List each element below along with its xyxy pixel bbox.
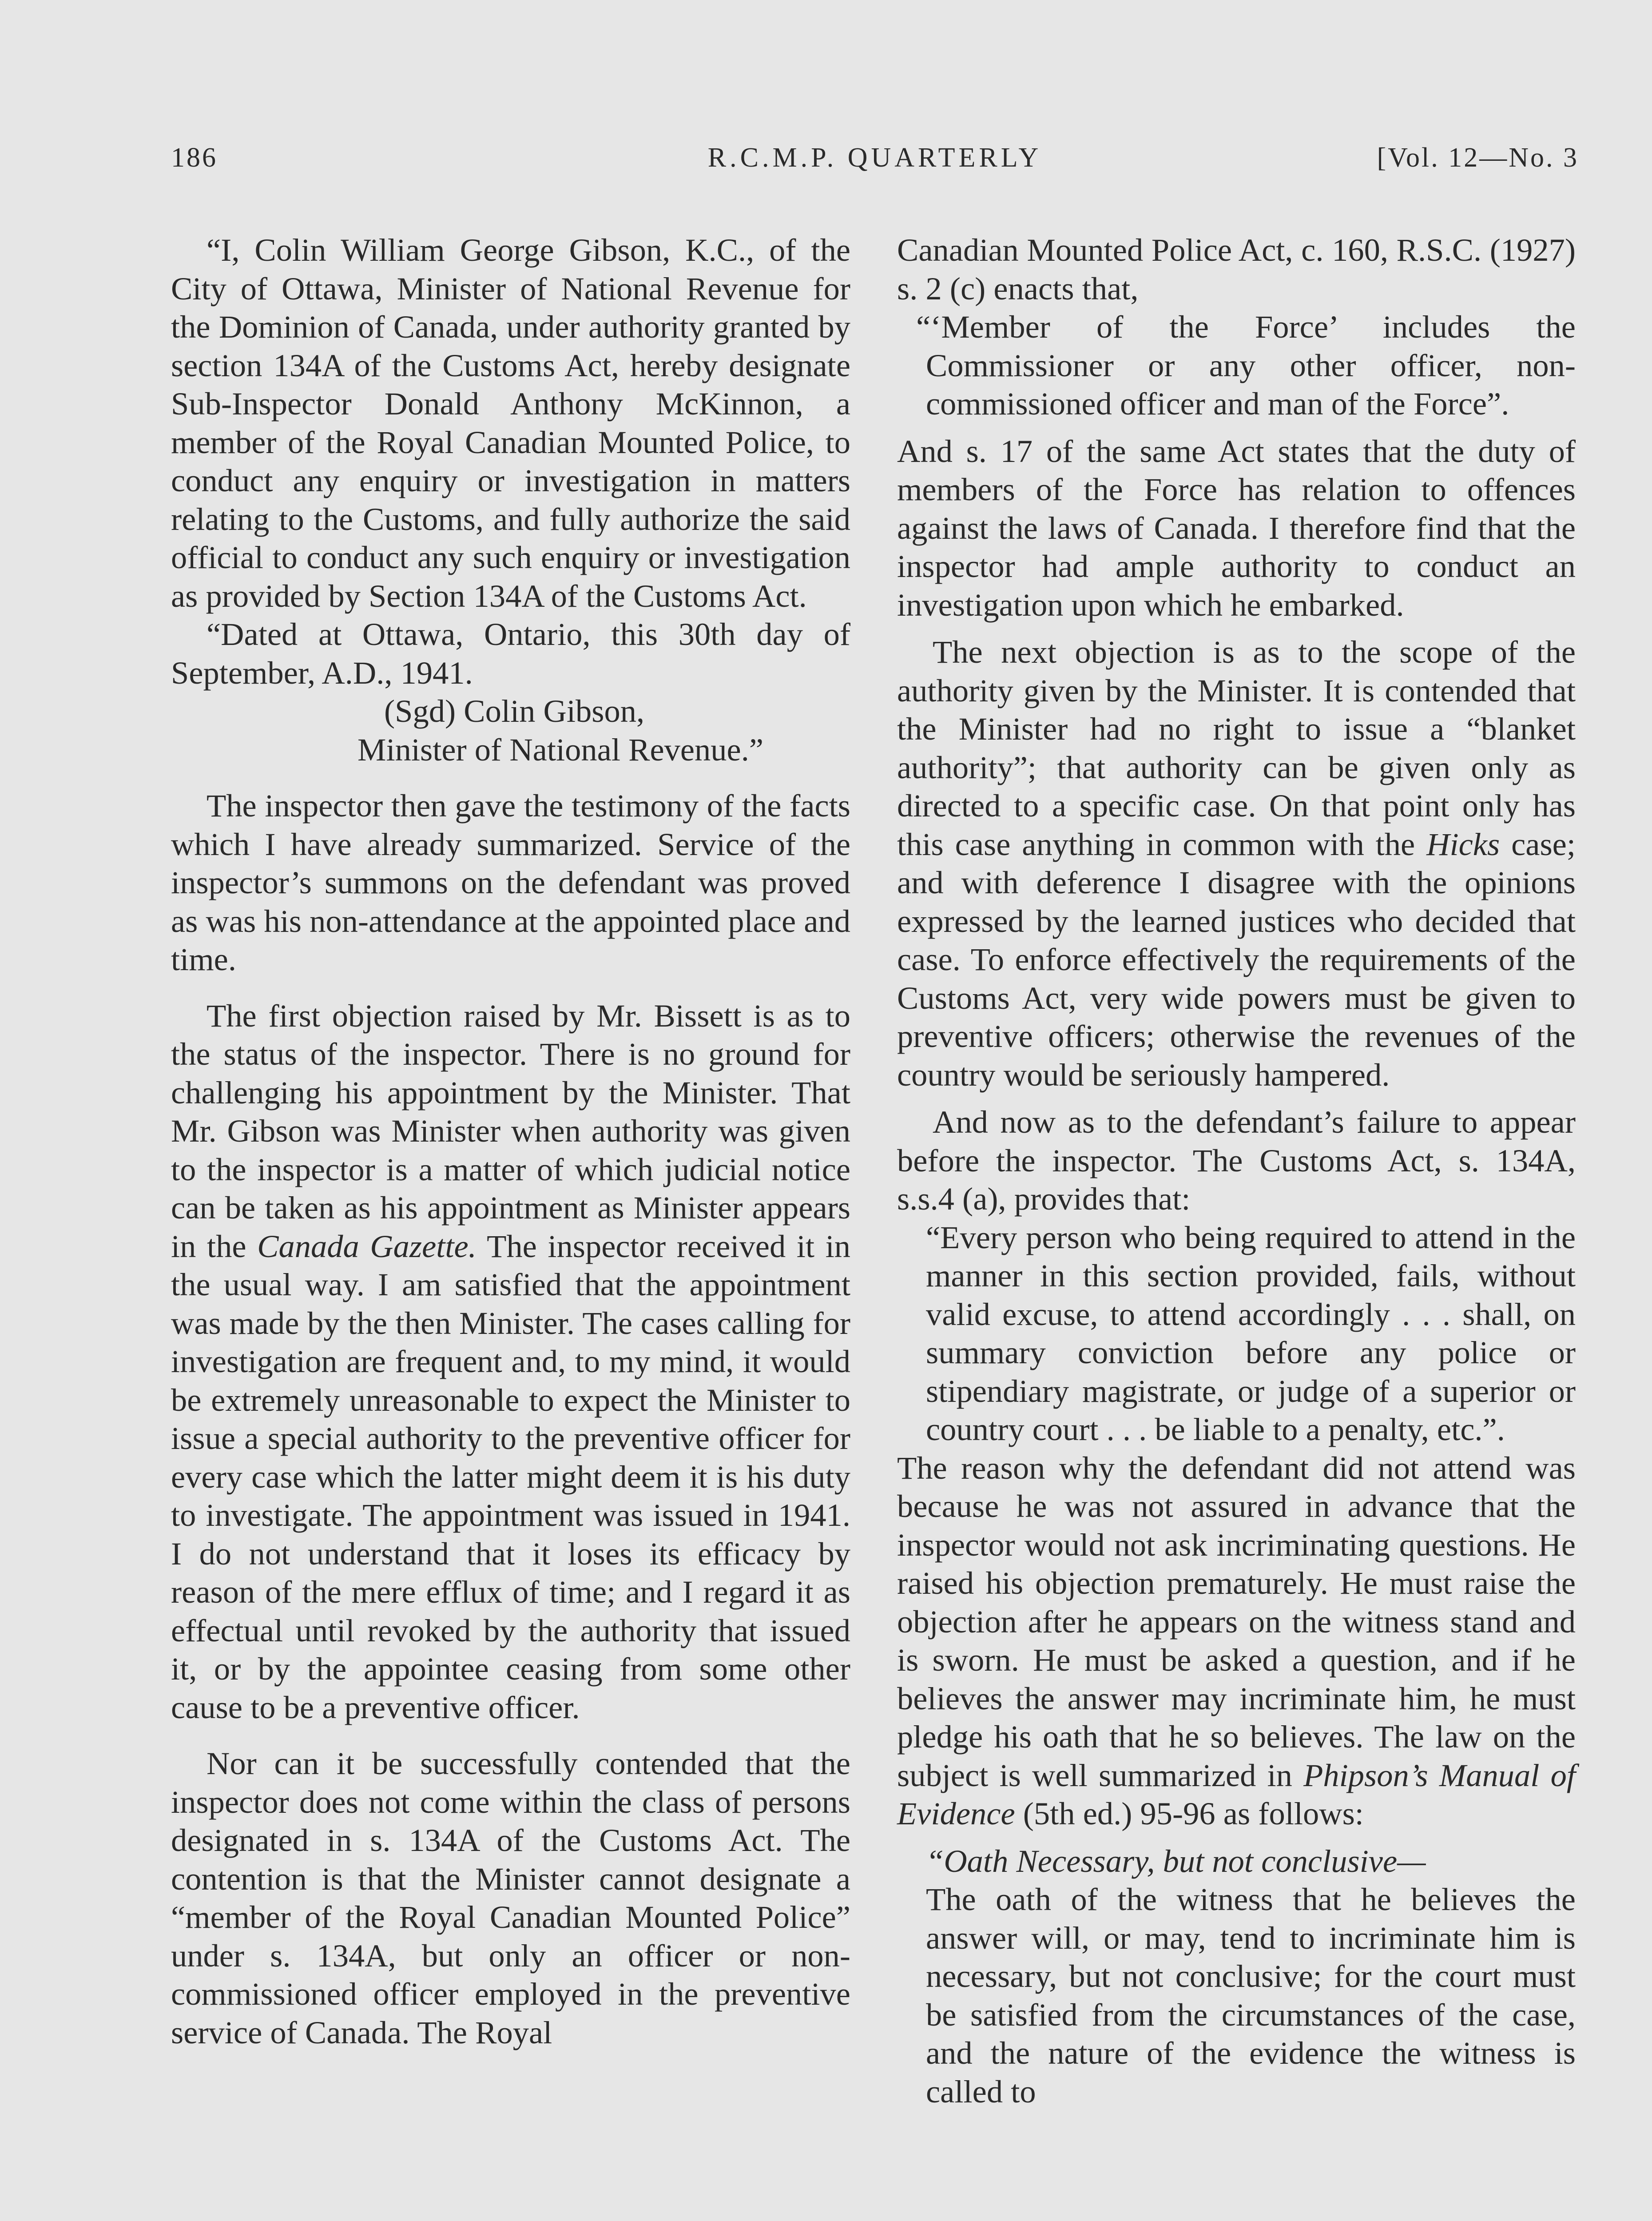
signature-line: (Sgd) Colin Gibson, [384, 693, 645, 729]
block-quote: “Oath Necessary, but not conclusive— The oath of the witness that he believes the answer will, or may, tend to incriminate him is necessary, but not conclusive; for the court must be satisfied from the circumstances of the case, and the nature of the evidence the witness is called to [926, 1843, 1576, 2110]
paragraph: The reason why the defendant did not attend was because he was not assured in advance that the inspector would not ask incriminating questions. He raised his objection prematurely. He must raise the objection after he appears on the witness stand and is sworn. He must be asked a question, and if he believes the answer may incriminate him, he must pledge his oath that he so believes. The law on the subject is well summarized in Phipson’s Manual of Evidence (5th ed.) 95-96 as follows: [897, 1449, 1576, 1831]
paragraph: And now as to the defendant’s failure to appear before the inspector. The Customs Act, s. 134A, s.s.4 (a), provides that: [897, 1104, 1576, 1217]
paragraph: Nor can it be successfully contended that the inspector does not come within the class of persons designated in s. 134A of the Customs Act. The contention is that the Minister cannot designate a “member of the Royal Canadian Mounted Police” under s. 134A, but only an officer or non-commissioned officer employed in the preventive service of Canada. The Royal [171, 1745, 850, 2050]
journal-title: R.C.M.P. QUARTERLY [707, 143, 1042, 173]
signature-title: Minister of National Revenue.” [357, 731, 764, 768]
volume-issue: [Vol. 12—No. 3 [1377, 143, 1579, 173]
right-column [897, 231, 1576, 2111]
paragraph: And s. 17 of the same Act states that the duty of members of the Force has relation to offences against the laws of Canada. I therefore find that the inspector had ample authority to conduct an investigation upon which he embarked. [897, 433, 1576, 623]
quote-heading-italic: “Oath Necessary, but not conclusive— [926, 1843, 1426, 1879]
book-title-italic: Phipson’s Manual of Evidence [897, 1757, 1576, 1831]
left-column [171, 231, 850, 2052]
paragraph: Canadian Mounted Police Act, c. 160, R.S.C. (1927) s. 2 (c) enacts that, [897, 232, 1576, 306]
page-number: 186 [171, 143, 218, 173]
paragraph: The inspector then gave the testimony of the facts which I have already summarized. Service of the inspector’s summons on the defendant was proved as was his non-attendance at the appointed place and time. [171, 788, 850, 977]
case-name-italic: Hicks [1426, 826, 1500, 862]
dated-line: “Dated at Ottawa, Ontario, this 30th day of September, A.D., 1941. [171, 616, 850, 691]
paragraph: The next objection is as to the scope of the authority given by the Minister. It is contended that the Minister had no right to issue a “blanket authority”; that authority can be given only as directed to a specific case. On that point only has this case anything in common with the Hicks case; and with deference I disagree with the opinions expressed by the learned justices who decided that case. To enforce effectively the requirements of the Customs Act, very wide powers must be given to preventive officers; otherwise the revenues of the country would be seriously hampered. [897, 634, 1576, 1093]
designation-quote: “I, Colin William George Gibson, K.C., of the City of Ottawa, Minister of National Revenue for the Dominion of Canada, under authority granted by section 134A of the Customs Act, hereby designate Sub-Inspector Donald Anthony McKinnon, a member of the Royal Canadian Mounted Police, to conduct any enquiry or investigation in matters relating to the Customs, and fully authorize the said official to conduct any such enquiry or investigation as provided by Section 134A of the Customs Act. [171, 232, 850, 614]
running-header [171, 142, 1579, 182]
paragraph: The first objection raised by Mr. Bissett is as to the status of the inspector. There is no ground for challenging his appointment by the Minister. That Mr. Gibson was Minister when authority was given to the inspector is a matter of which judicial notice can be taken as his appointment as Minister appears in the Canada Gazette. The inspector received it in the usual way. I am satisfied that the appointment was made by the then Minister. The cases calling for investigation are frequent and, to my mind, it would be extremely unreasonable to expect the Minister to issue a special authority to the preventive officer for every case which the latter might deem it is his duty to investigate. The appointment was issued in 1941. I do not understand that it loses its efficacy by reason of the mere efflux of time; and I regard it as effectual until revoked by the authority that issued it, or by the appointee ceasing from some other cause to be a preventive officer. [171, 997, 850, 1725]
citation-italic: Canada Gazette. [257, 1228, 477, 1264]
block-quote: “‘Member of the Force’ includes the Commissioner or any other officer, non-commissioned officer and man of the Force”. [916, 309, 1576, 422]
block-quote: “Every person who being required to attend in the manner in this section provided, fails, without valid excuse, to attend accordingly . . . shall, on summary conviction before any police or stipendiary magistrate, or judge of a superior or country court . . . be liable to a penalty, etc.”. [926, 1219, 1576, 1447]
